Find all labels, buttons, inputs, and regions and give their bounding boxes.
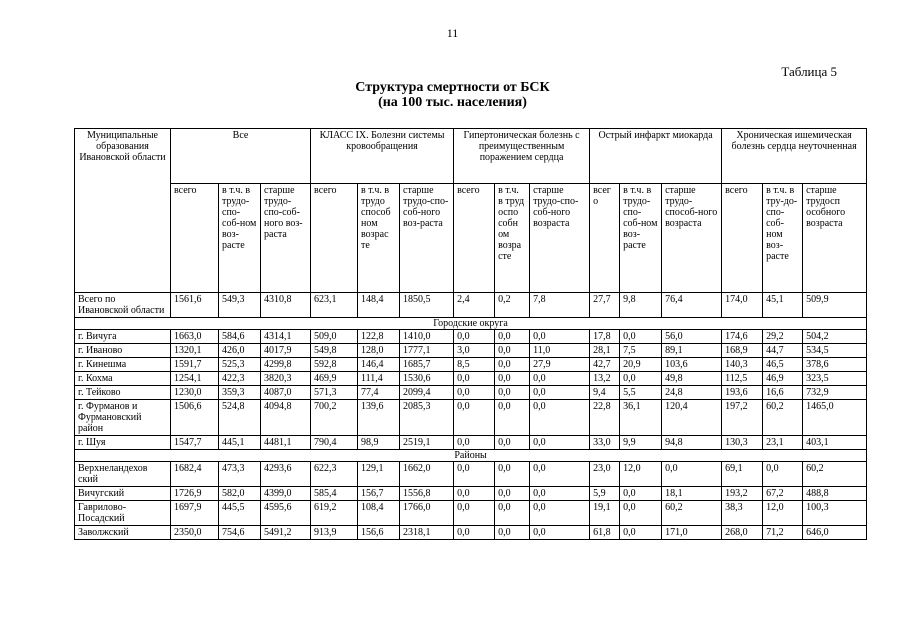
value-cell: 1530,6 xyxy=(400,372,454,386)
value-cell: 0,0 xyxy=(530,386,590,400)
value-cell: 790,4 xyxy=(311,436,358,450)
row-label: г. Фурманов и Фурмановский район xyxy=(75,400,171,436)
value-cell: 122,8 xyxy=(358,330,400,344)
value-cell: 0,0 xyxy=(454,487,495,501)
value-cell: 0,0 xyxy=(530,372,590,386)
header-group: Все xyxy=(171,129,311,184)
subheader-cell: старше трудо-спо-соб-ного воз-раста xyxy=(400,184,454,293)
value-cell: 488,8 xyxy=(803,487,867,501)
value-cell: 38,3 xyxy=(722,501,763,526)
value-cell: 323,5 xyxy=(803,372,867,386)
value-cell: 0,0 xyxy=(620,372,662,386)
value-cell: 0,0 xyxy=(495,330,530,344)
row-label: г. Вичуга xyxy=(75,330,171,344)
value-cell: 120,4 xyxy=(662,400,722,436)
value-cell: 2085,3 xyxy=(400,400,454,436)
table-row xyxy=(75,386,867,400)
value-cell: 69,1 xyxy=(722,462,763,487)
subheader-cell: в т.ч. в трудо способ ном возрас те xyxy=(358,184,400,293)
value-cell: 0,0 xyxy=(662,462,722,487)
value-cell: 2,4 xyxy=(454,293,495,318)
value-cell: 4314,1 xyxy=(261,330,311,344)
value-cell: 0,0 xyxy=(620,526,662,540)
value-cell: 4595,6 xyxy=(261,501,311,526)
value-cell: 112,5 xyxy=(722,372,763,386)
header-group: Острый инфаркт миокарда xyxy=(590,129,722,184)
value-cell: 7,5 xyxy=(620,344,662,358)
value-cell: 193,2 xyxy=(722,487,763,501)
value-cell: 1777,1 xyxy=(400,344,454,358)
value-cell: 1506,6 xyxy=(171,400,219,436)
header-row xyxy=(75,129,867,184)
value-cell: 0,0 xyxy=(763,462,803,487)
value-cell: 585,4 xyxy=(311,487,358,501)
value-cell: 13,2 xyxy=(590,372,620,386)
value-cell: 27,7 xyxy=(590,293,620,318)
value-cell: 4094,8 xyxy=(261,400,311,436)
value-cell: 9,4 xyxy=(590,386,620,400)
value-cell: 61,8 xyxy=(590,526,620,540)
value-cell: 5,5 xyxy=(620,386,662,400)
value-cell: 426,0 xyxy=(219,344,261,358)
title-line-1: Структура смертности от БСК xyxy=(355,80,550,95)
value-cell: 174,6 xyxy=(722,330,763,344)
value-cell: 60,2 xyxy=(803,462,867,487)
value-cell: 18,1 xyxy=(662,487,722,501)
row-label: Всего по Ивановской области xyxy=(75,293,171,318)
value-cell: 0,0 xyxy=(495,501,530,526)
value-cell: 29,2 xyxy=(763,330,803,344)
value-cell: 46,5 xyxy=(763,358,803,372)
section-districts: Районы xyxy=(75,450,867,462)
value-cell: 0,0 xyxy=(495,526,530,540)
value-cell: 71,2 xyxy=(763,526,803,540)
value-cell: 7,8 xyxy=(530,293,590,318)
value-cell: 156,6 xyxy=(358,526,400,540)
value-cell: 0,0 xyxy=(620,487,662,501)
value-cell: 2350,0 xyxy=(171,526,219,540)
value-cell: 67,2 xyxy=(763,487,803,501)
value-cell: 9,9 xyxy=(620,436,662,450)
value-cell: 42,7 xyxy=(590,358,620,372)
value-cell: 24,8 xyxy=(662,386,722,400)
value-cell: 732,9 xyxy=(803,386,867,400)
value-cell: 469,9 xyxy=(311,372,358,386)
value-cell: 525,3 xyxy=(219,358,261,372)
value-cell: 103,6 xyxy=(662,358,722,372)
table-row xyxy=(75,462,867,487)
subheader-cell: всего xyxy=(311,184,358,293)
value-cell: 12,0 xyxy=(763,501,803,526)
row-label: Верхнеландехов ский xyxy=(75,462,171,487)
value-cell: 28,1 xyxy=(590,344,620,358)
value-cell: 1682,4 xyxy=(171,462,219,487)
value-cell: 0,0 xyxy=(530,462,590,487)
value-cell: 422,3 xyxy=(219,372,261,386)
subheader-cell: старше трудосп особного возраста xyxy=(803,184,867,293)
value-cell: 56,0 xyxy=(662,330,722,344)
value-cell: 1556,8 xyxy=(400,487,454,501)
table-row xyxy=(75,344,867,358)
value-cell: 49,8 xyxy=(662,372,722,386)
header-group: Гипертоническая болезнь с преимущественным поражением сердца xyxy=(454,129,590,184)
value-cell: 571,3 xyxy=(311,386,358,400)
value-cell: 23,1 xyxy=(763,436,803,450)
value-cell: 0,0 xyxy=(454,501,495,526)
value-cell: 0,0 xyxy=(530,400,590,436)
row-label: Заволжский xyxy=(75,526,171,540)
value-cell: 94,8 xyxy=(662,436,722,450)
section-row xyxy=(75,450,867,462)
value-cell: 77,4 xyxy=(358,386,400,400)
subheader-cell: старше трудо-способ-ного возраста xyxy=(662,184,722,293)
value-cell: 1561,6 xyxy=(171,293,219,318)
value-cell: 1766,0 xyxy=(400,501,454,526)
value-cell: 403,1 xyxy=(803,436,867,450)
value-cell: 623,1 xyxy=(311,293,358,318)
value-cell: 445,1 xyxy=(219,436,261,450)
value-cell: 60,2 xyxy=(763,400,803,436)
value-cell: 46,9 xyxy=(763,372,803,386)
value-cell: 11,0 xyxy=(530,344,590,358)
value-cell: 534,5 xyxy=(803,344,867,358)
title-line-2: (на 100 тыс. населения) xyxy=(378,95,527,110)
subheader-cell: всего xyxy=(171,184,219,293)
value-cell: 4017,9 xyxy=(261,344,311,358)
value-cell: 20,9 xyxy=(620,358,662,372)
value-cell: 44,7 xyxy=(763,344,803,358)
value-cell: 19,1 xyxy=(590,501,620,526)
value-cell: 0,0 xyxy=(495,400,530,436)
value-cell: 0,0 xyxy=(495,372,530,386)
page-title xyxy=(0,80,905,110)
value-cell: 128,0 xyxy=(358,344,400,358)
subheader-cell: всег о xyxy=(590,184,620,293)
row-label: г. Кохма xyxy=(75,372,171,386)
value-cell: 146,4 xyxy=(358,358,400,372)
value-cell: 445,5 xyxy=(219,501,261,526)
row-label: г. Кинешма xyxy=(75,358,171,372)
value-cell: 646,0 xyxy=(803,526,867,540)
value-cell: 549,3 xyxy=(219,293,261,318)
header-region: Муниципальные образования Ивановской области xyxy=(75,129,171,293)
value-cell: 100,3 xyxy=(803,501,867,526)
table-row xyxy=(75,526,867,540)
value-cell: 12,0 xyxy=(620,462,662,487)
value-cell: 33,0 xyxy=(590,436,620,450)
subheader-cell: старше трудо-спо-соб-ного возраста xyxy=(530,184,590,293)
header-group: КЛАСС IX. Болезни системы кровообращения xyxy=(311,129,454,184)
value-cell: 0,0 xyxy=(454,400,495,436)
table-label: Таблица 5 xyxy=(781,64,837,79)
section-urban: Городские округа xyxy=(75,318,867,330)
value-cell: 0,0 xyxy=(530,526,590,540)
value-cell: 1254,1 xyxy=(171,372,219,386)
row-label: Гаврилово-Посадский xyxy=(75,501,171,526)
value-cell: 130,3 xyxy=(722,436,763,450)
value-cell: 592,8 xyxy=(311,358,358,372)
value-cell: 22,8 xyxy=(590,400,620,436)
value-cell: 1230,0 xyxy=(171,386,219,400)
value-cell: 504,2 xyxy=(803,330,867,344)
value-cell: 0,0 xyxy=(495,358,530,372)
value-cell: 509,0 xyxy=(311,330,358,344)
value-cell: 5491,2 xyxy=(261,526,311,540)
value-cell: 27,9 xyxy=(530,358,590,372)
subheader-cell: в т.ч. в трудо-спо-соб-ном воз-расте xyxy=(219,184,261,293)
value-cell: 584,6 xyxy=(219,330,261,344)
mortality-table xyxy=(74,128,867,540)
value-cell: 754,6 xyxy=(219,526,261,540)
subheader-cell: в т.ч. в труд оспо собн ом возра сте xyxy=(495,184,530,293)
value-cell: 171,0 xyxy=(662,526,722,540)
value-cell: 268,0 xyxy=(722,526,763,540)
value-cell: 2318,1 xyxy=(400,526,454,540)
value-cell: 4399,0 xyxy=(261,487,311,501)
table-body xyxy=(75,129,867,540)
value-cell: 140,3 xyxy=(722,358,763,372)
value-cell: 378,6 xyxy=(803,358,867,372)
row-label: г. Шуя xyxy=(75,436,171,450)
value-cell: 1685,7 xyxy=(400,358,454,372)
value-cell: 3,0 xyxy=(454,344,495,358)
value-cell: 0,0 xyxy=(454,526,495,540)
value-cell: 3820,3 xyxy=(261,372,311,386)
value-cell: 0,0 xyxy=(495,386,530,400)
value-cell: 473,3 xyxy=(219,462,261,487)
value-cell: 4087,0 xyxy=(261,386,311,400)
table-row xyxy=(75,330,867,344)
value-cell: 582,0 xyxy=(219,487,261,501)
value-cell: 111,4 xyxy=(358,372,400,386)
subheader-row xyxy=(75,184,867,293)
value-cell: 36,1 xyxy=(620,400,662,436)
value-cell: 0,0 xyxy=(530,487,590,501)
value-cell: 108,4 xyxy=(358,501,400,526)
value-cell: 549,8 xyxy=(311,344,358,358)
value-cell: 1410,0 xyxy=(400,330,454,344)
value-cell: 168,9 xyxy=(722,344,763,358)
table-row xyxy=(75,372,867,386)
value-cell: 60,2 xyxy=(662,501,722,526)
value-cell: 8,5 xyxy=(454,358,495,372)
value-cell: 0,0 xyxy=(620,330,662,344)
table-row xyxy=(75,436,867,450)
page-number: 11 xyxy=(446,26,459,40)
value-cell: 2519,1 xyxy=(400,436,454,450)
value-cell: 0,0 xyxy=(495,344,530,358)
value-cell: 0,0 xyxy=(454,330,495,344)
value-cell: 197,2 xyxy=(722,400,763,436)
value-cell: 0,0 xyxy=(530,436,590,450)
value-cell: 622,3 xyxy=(311,462,358,487)
table-row xyxy=(75,400,867,436)
value-cell: 700,2 xyxy=(311,400,358,436)
table-row xyxy=(75,487,867,501)
table-row xyxy=(75,358,867,372)
value-cell: 139,6 xyxy=(358,400,400,436)
value-cell: 1465,0 xyxy=(803,400,867,436)
table-row xyxy=(75,501,867,526)
value-cell: 2099,4 xyxy=(400,386,454,400)
value-cell: 5,9 xyxy=(590,487,620,501)
row-label: г. Иваново xyxy=(75,344,171,358)
value-cell: 9,8 xyxy=(620,293,662,318)
subheader-cell: всего xyxy=(454,184,495,293)
value-cell: 0,0 xyxy=(454,436,495,450)
value-cell: 509,9 xyxy=(803,293,867,318)
value-cell: 913,9 xyxy=(311,526,358,540)
subheader-cell: в т.ч. в тру-до-спо-соб-ном воз-расте xyxy=(763,184,803,293)
value-cell: 4481,1 xyxy=(261,436,311,450)
value-cell: 524,8 xyxy=(219,400,261,436)
value-cell: 156,7 xyxy=(358,487,400,501)
value-cell: 1320,1 xyxy=(171,344,219,358)
value-cell: 129,1 xyxy=(358,462,400,487)
value-cell: 148,4 xyxy=(358,293,400,318)
value-cell: 0,0 xyxy=(495,462,530,487)
value-cell: 1662,0 xyxy=(400,462,454,487)
subheader-cell: старше трудо-спо-соб-ного воз-раста xyxy=(261,184,311,293)
value-cell: 0,0 xyxy=(620,501,662,526)
value-cell: 4293,6 xyxy=(261,462,311,487)
row-label: Вичугский xyxy=(75,487,171,501)
header-group: Хроническая ишемическая болезнь сердца неуточненная xyxy=(722,129,867,184)
value-cell: 0,2 xyxy=(495,293,530,318)
row-label: г. Тейково xyxy=(75,386,171,400)
value-cell: 193,6 xyxy=(722,386,763,400)
value-cell: 174,0 xyxy=(722,293,763,318)
value-cell: 76,4 xyxy=(662,293,722,318)
value-cell: 45,1 xyxy=(763,293,803,318)
value-cell: 1726,9 xyxy=(171,487,219,501)
value-cell: 0,0 xyxy=(530,330,590,344)
value-cell: 1850,5 xyxy=(400,293,454,318)
value-cell: 1663,0 xyxy=(171,330,219,344)
value-cell: 16,6 xyxy=(763,386,803,400)
section-row xyxy=(75,318,867,330)
value-cell: 0,0 xyxy=(495,487,530,501)
subheader-cell: всего xyxy=(722,184,763,293)
value-cell: 1591,7 xyxy=(171,358,219,372)
value-cell: 1697,9 xyxy=(171,501,219,526)
value-cell: 89,1 xyxy=(662,344,722,358)
value-cell: 98,9 xyxy=(358,436,400,450)
value-cell: 359,3 xyxy=(219,386,261,400)
value-cell: 1547,7 xyxy=(171,436,219,450)
value-cell: 0,0 xyxy=(454,372,495,386)
value-cell: 23,0 xyxy=(590,462,620,487)
value-cell: 619,2 xyxy=(311,501,358,526)
table-row xyxy=(75,293,867,318)
value-cell: 0,0 xyxy=(454,462,495,487)
value-cell: 4299,8 xyxy=(261,358,311,372)
value-cell: 0,0 xyxy=(495,436,530,450)
value-cell: 0,0 xyxy=(530,501,590,526)
value-cell: 17,8 xyxy=(590,330,620,344)
value-cell: 0,0 xyxy=(454,386,495,400)
subheader-cell: в т.ч. в трудо-спо-соб-ном воз-расте xyxy=(620,184,662,293)
value-cell: 4310,8 xyxy=(261,293,311,318)
